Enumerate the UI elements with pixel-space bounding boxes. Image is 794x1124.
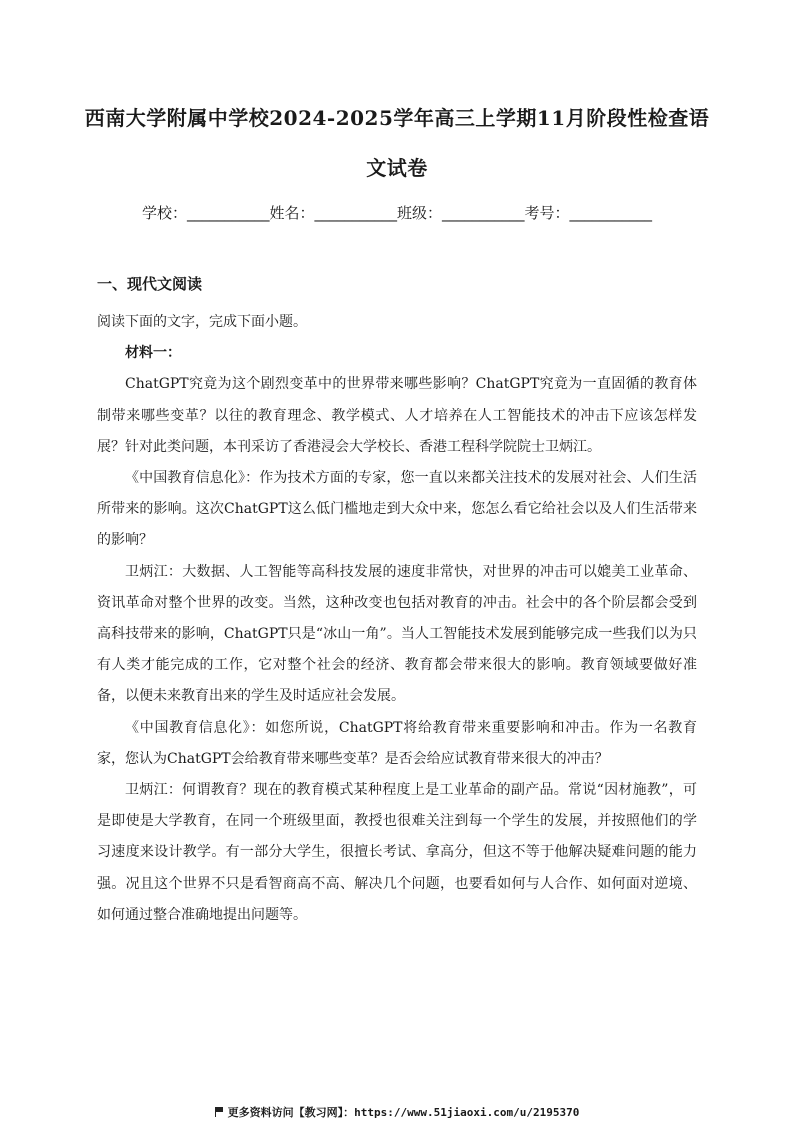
passage-paragraph: ChatGPT究竟为这个剧烈变革中的世界带来哪些影响？ChatGPT究竟为一直固循的教育体制带来哪些变革？以往的教育理念、教学模式、人才培养在人工智能技术的冲击下应该怎样发展？针对此类问题，本刊采访了香港浸会大学校长、香港工程科学院院士卫炳江。	[97, 376, 697, 455]
passage-paragraph: 卫炳江：何谓教育？现在的教育模式某种程度上是工业革命的副产品。常说“因材施教”，可是即使是大学教育，在同一个班级里面，教授也很难关注到每一个学生的发展，并按照他们的学习速度来设计教学。有一部分大学生，很擅长考试、拿高分，但这不等于他解决疑难问题的能力强。况且这个世界不只是看智商高不高、解决几个问题，也要看如何与人合作、如何面对逆境、如何通过整合准确地提出问题等。	[97, 782, 697, 923]
flag-icon	[215, 1107, 224, 1117]
section-heading: 一、现代文阅读	[97, 275, 203, 293]
footer-text: 更多资料访问【教习网】：https://www.51jiaoxi.com/u/2195370	[227, 1106, 580, 1119]
reading-passage	[97, 307, 697, 931]
passage-paragraph: 卫炳江：大数据、人工智能等高科技发展的速度非常快，对世界的冲击可以媲美工业革命、资讯革命对整个世界的改变。当然，这种改变也包括对教育的冲击。社会中的各个阶层都会受到高科技带来的影响，ChatGPT只是“冰山一角”。当人工智能技术发展到能够完成一些我们以为只有人类才能完成的工作，它对整个社会的经济、教育都会带来很大的影响。教育领域要做好准备，以便未来教育出来的学生及时适应社会发展。	[97, 563, 697, 705]
passage-paragraph: 《中国教育信息化》：如您所说，ChatGPT将给教育带来重要影响和冲击。作为一名教育家，您认为ChatGPT会给教育带来哪些变革？是否会给应试教育带来很大的冲击？	[97, 719, 697, 767]
instruction-text: 阅读下面的文字，完成下面小题。	[97, 314, 307, 330]
student-info-line: 学校：___________姓名：___________班级：___________考号：___________	[141, 204, 652, 222]
passage-paragraph: 《中国教育信息化》：作为技术方面的专家，您一直以来都关注技术的发展对社会、人们生活所带来的影响。这次ChatGPT这么低门槛地走到大众中来，您怎么看它给社会以及人们生活带来的影响？	[97, 470, 697, 549]
exam-title-line-1: 西南大学附属中学校2024-2025学年高三上学期11月阶段性检查语	[84, 106, 710, 130]
exam-title-line-2: 文试卷	[366, 156, 428, 180]
footer-link[interactable]	[0, 1104, 794, 1120]
material-label: 材料一：	[125, 345, 181, 362]
